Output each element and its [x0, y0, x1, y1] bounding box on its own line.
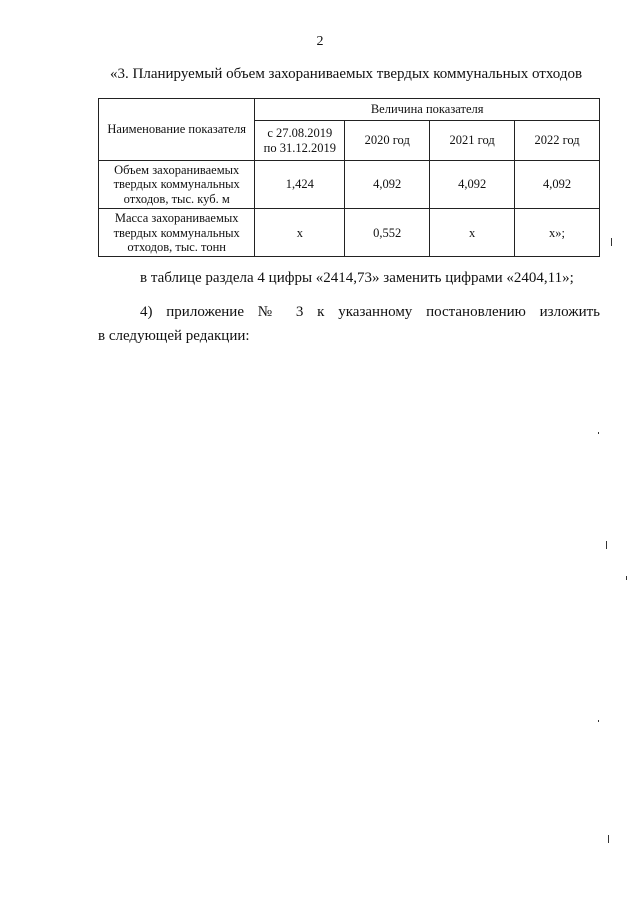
period-header: с 27.08.2019 по 31.12.2019 — [255, 121, 345, 161]
indicator-value: х»; — [515, 209, 600, 257]
indicator-value: 4,092 — [345, 161, 430, 209]
indicator-name-header: Наименование показателя — [99, 99, 255, 161]
table-row — [99, 161, 600, 209]
indicators-table — [98, 98, 600, 257]
scan-speck — [611, 238, 612, 246]
indicator-value: 0,552 — [345, 209, 430, 257]
table-row — [99, 209, 600, 257]
page-number: 2 — [316, 34, 324, 49]
appendix-paragraph-line: 4) приложение № 3 к указанному постановлению изложить — [140, 304, 600, 320]
indicator-name: Объем захораниваемых твердых коммунальных отходов, тыс. куб. м — [99, 161, 255, 209]
appendix-paragraph-line: в следующей редакции: — [98, 328, 250, 344]
scan-speck — [598, 720, 599, 722]
indicator-value: х — [430, 209, 515, 257]
section-heading: «3. Планируемый объем захораниваемых твердых коммунальных отходов — [110, 66, 583, 82]
indicator-value-header: Величина показателя — [255, 99, 600, 121]
period-header: 2020 год — [345, 121, 430, 161]
period-header: 2022 год — [515, 121, 600, 161]
indicator-value: х — [255, 209, 345, 257]
indicator-value: 1,424 — [255, 161, 345, 209]
scan-speck — [626, 576, 627, 580]
indicator-value: 4,092 — [430, 161, 515, 209]
indicator-value: 4,092 — [515, 161, 600, 209]
amendment-paragraph: в таблице раздела 4 цифры «2414,73» заменить цифрами «2404,11»; — [140, 270, 574, 286]
table-header-row — [99, 99, 600, 121]
indicator-name: Масса захораниваемых твердых коммунальных отходов, тыс. тонн — [99, 209, 255, 257]
scan-speck — [606, 541, 607, 549]
scan-speck — [608, 835, 609, 843]
scan-speck — [598, 432, 599, 434]
period-header: 2021 год — [430, 121, 515, 161]
appendix-paragraph — [98, 300, 600, 348]
